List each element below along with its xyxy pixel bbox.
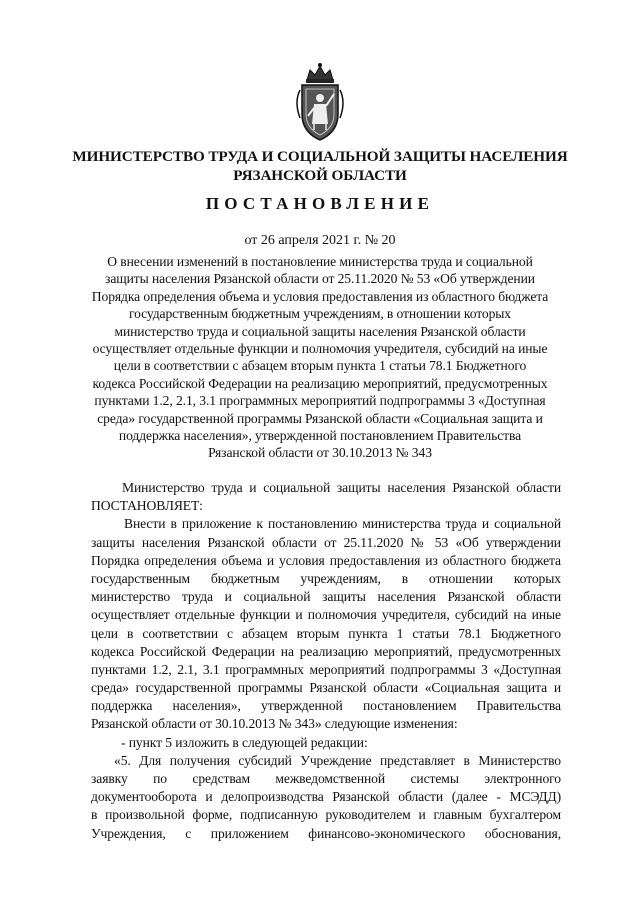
document-title [84, 253, 556, 462]
ministry-line-2: РЯЗАНСКОЙ ОБЛАСТИ [233, 167, 407, 184]
title-line: защиты населения Рязанской области от 25.11.2020 № 53 «Об утверждении [105, 271, 535, 287]
title-line: Порядка определения объема и условия предоставления из областного бюджета [91, 288, 549, 304]
body-line: Внести в приложение к постановлению министерства труда и социальной [124, 516, 561, 532]
body-line: Рязанской области от 30.10.2013 № 343» следующие изменения: [91, 716, 458, 732]
ministry-line-1: МИНИСТЕРСТВО ТРУДА И СОЦИАЛЬНОЙ ЗАЩИТЫ НАСЕЛЕНИЯ [72, 148, 568, 165]
title-line: кодекса Российской Федерации на реализацию мероприятий, предусмотренных [92, 375, 548, 391]
body-line: поддержка населения», утвержденной постановлением Правительства [91, 698, 561, 714]
body-line: Порядка определения объема и условия предоставления из областного бюджета [91, 552, 561, 568]
document-date: от 26 апреля 2021 г. № 20 [244, 233, 396, 248]
body-line: - пункт 5 изложить в следующей редакции: [121, 734, 368, 750]
title-line: поддержка населения», утвержденной постановлением Правительства [118, 428, 522, 444]
title-line: цели в соответствии с абзацем вторым пункта 1 статьи 78.1 Бюджетного [113, 358, 527, 374]
ministry-name [60, 147, 580, 185]
body-line: кодекса Российской Федерации на реализацию мероприятий, предусмотренных [91, 643, 561, 659]
body-line: цели в соответствии с абзацем вторым пункта 1 статьи 78.1 Бюджетного [91, 625, 561, 641]
title-line: осуществляет отдельные функции и полномочия учредителя, субсидий на иные [92, 341, 548, 357]
title-line: среда» государственной программы Рязанской области «Социальная защита и [97, 410, 543, 426]
title-line: О внесении изменений в постановление министерства труда и социальной [107, 254, 533, 269]
body-line: ПОСТАНОВЛЯЕТ: [91, 498, 203, 514]
body-line: документооборота и делопроизводства Рязанской области (далее - МСЭДД) [91, 789, 561, 805]
body-line: осуществляет отдельные функции и полномочия учредителя, субсидий на иные [91, 607, 561, 623]
body-line: государственным бюджетным учреждениям, в отношении которых [91, 570, 561, 586]
body-line: Учреждения, с приложением финансово-экономического обоснования, [91, 825, 561, 841]
body-line: заявку по средствам межведомственной системы электронного [91, 771, 561, 786]
body-line: министерство труда и социальной защиты населения Рязанской области [91, 589, 561, 605]
body-line: пунктами 1.2, 2.1, 3.1 программных мероприятий подпрограммы 3 «Доступная [91, 661, 561, 677]
title-line: Рязанской области от 30.10.2013 № 343 [208, 445, 432, 461]
body-line: Министерство труда и социальной защиты населения Рязанской области [122, 480, 561, 495]
title-line: министерство труда и социальной защиты населения Рязанской области [114, 323, 526, 339]
body-line: защиты населения Рязанской области от 25.11.2020 № 53 «Об утверждении [91, 534, 561, 550]
document-body [91, 479, 561, 843]
title-line: пунктами 1.2, 2.1, 3.1 программных мероприятий подпрограммы 3 «Доступная [94, 393, 546, 409]
document-type-heading: ПОСТАНОВЛЕНИЕ [205, 194, 435, 213]
ryazan-coat-of-arms-icon [290, 62, 350, 144]
body-line: среда» государственной программы Рязанской области «Социальная защита и [91, 680, 561, 696]
title-line: государственным бюджетным учреждениям, в отношении которых [128, 306, 512, 322]
body-line: в произвольной форме, подписанную руководителем и главным бухгалтером [91, 807, 561, 823]
body-line: «5. Для получения субсидий Учреждение представляет в Министерство [114, 752, 561, 768]
